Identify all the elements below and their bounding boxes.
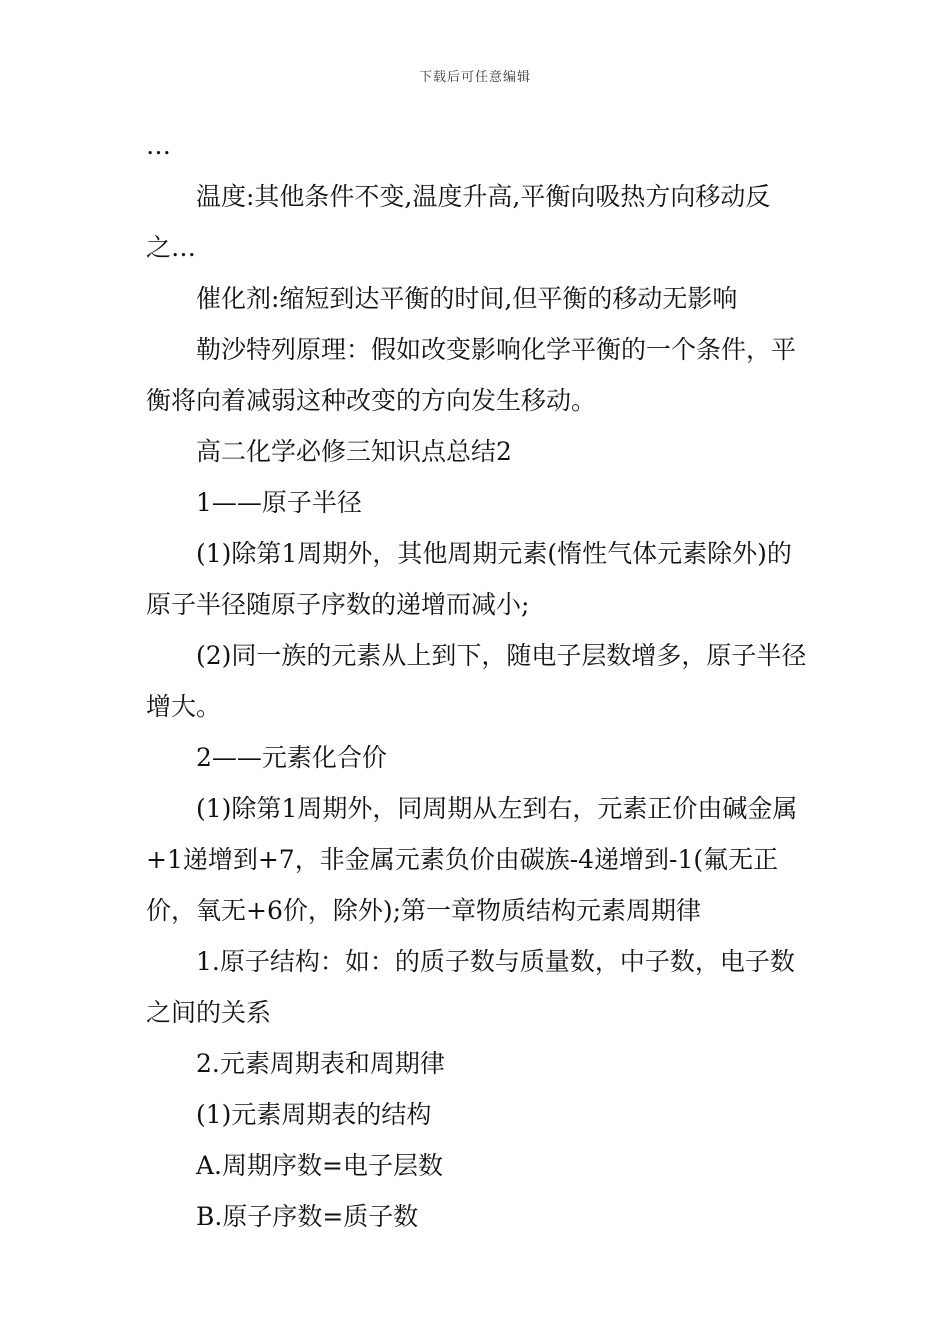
paragraph-valence-1: (1)除第1周期外，同周期从左到右，元素正价由碱金属+1递增到+7，非金属元素负价由碳族-4递增到-1(氟无正价，氧无+6价，除外);第一章物质结构元素周期律 xyxy=(146,794,798,925)
paragraph-catalyst: 催化剂:缩短到达平衡的时间,但平衡的移动无影响 xyxy=(196,284,738,313)
heading-atomic-radius: 1——原子半径 xyxy=(196,488,362,517)
paragraph-table-structure: (1)元素周期表的结构 xyxy=(196,1100,432,1129)
page-header: 下载后可任意编辑 xyxy=(418,70,531,85)
heading-valence: 2——元素化合价 xyxy=(196,743,387,772)
paragraph-radius-1: (1)除第1周期外，其他周期元素(惰性气体元素除外)的原子半径随原子序数的递增而减小; xyxy=(146,539,792,619)
paragraph-atomic-structure: 1.原子结构：如：的质子数与质量数，中子数，电子数之间的关系 xyxy=(146,947,795,1027)
paragraph-radius-2: (2)同一族的元素从上到下，随电子层数增多，原子半径增大。 xyxy=(146,641,807,721)
paragraph-le-chatelier: 勒沙特列原理：假如改变影响化学平衡的一个条件，平衡将向着减弱这种改变的方向发生移动。 xyxy=(146,335,797,415)
document-body xyxy=(146,120,810,1242)
paragraph-ellipsis: … xyxy=(146,131,171,160)
section-title: 高二化学必修三知识点总结2 xyxy=(196,437,512,466)
paragraph-atomic-number: B.原子序数=质子数 xyxy=(196,1202,419,1231)
paragraph-periodic-law: 2.元素周期表和周期律 xyxy=(196,1049,445,1078)
paragraph-period-number: A.周期序数=电子层数 xyxy=(196,1151,443,1180)
paragraph-temperature: 温度:其他条件不变,温度升高,平衡向吸热方向移动反之… xyxy=(146,182,771,262)
